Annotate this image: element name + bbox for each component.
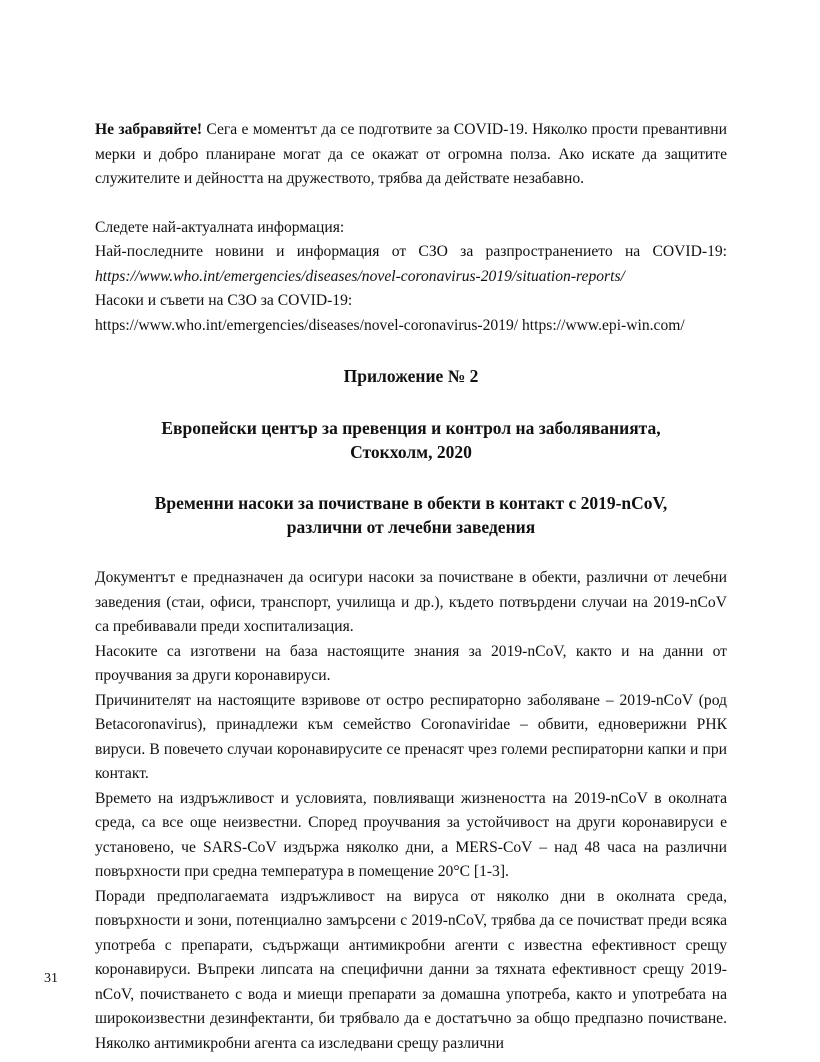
advice-label: Насоки и съвети на СЗО за COVID-19: xyxy=(95,292,353,309)
latest-news-link[interactable]: https://www.who.int/emergencies/diseases/novel-coronavirus-2019/situation-reports/ xyxy=(95,267,625,285)
reminder-text: Сега е моментът да се подготвите за COVID-19. Няколко прости превантивни мерки и добро планиране могат да се окажат от огромна полза. Ако искате да защитите служителите и дейността на дружеството, трябва да действате незабавно. xyxy=(95,121,727,187)
guidance-heading xyxy=(95,491,727,539)
guidance-heading-line-2: различни от лечебни заведения xyxy=(286,517,536,537)
organization-heading xyxy=(95,416,727,464)
page-number: 31 xyxy=(44,971,58,986)
body-paragraph: Поради предполагаемата издръжливост на вируса от няколко дни в околната среда, повърхности и зони, потенциално замърсени с 2019-nCoV, трябва да се почистват преди всяка употреба с препарати, съдържащи антимикробни агенти с известна ефективност срещу коронавируси. Въпреки липсата на специфични данни за тяхната ефективност срещу 2019-nCoV, почистването с вода и миещи препарати за домашна употреба, както и употребата на широкоизвестни дезинфектанти, би трябвало да е достатъчно за общо предпазно почистване. Няколко антимикробни агента са изследвани срещу различни xyxy=(95,887,727,1052)
body-paragraph: Времето на издръжливост и условията, повлияващи жизнеността на 2019-nCoV в околната среда, са все още неизвестни. Според проучвания за устойчивост на други коронавируси е установено, че SARS-CoV издържа няколко дни, а MERS-CoV – над 48 часа на различни повърхности при средна температура в помещение 20°C [1-3]. xyxy=(95,789,727,880)
body-paragraph: Причинителят на настоящите взривове от остро респираторно заболяване – 2019-nCoV (род Betacoronavirus), принадлежи към семейство Coronaviridae – обвити, едноверижни РНК вируси. В повечето случаи коронавирусите се пренасят чрез големи респираторни капки и при контакт. xyxy=(95,691,727,782)
organization-heading-line-2: Стокхолм, 2020 xyxy=(350,442,472,462)
document-page xyxy=(95,118,727,1056)
body-text xyxy=(95,566,727,1056)
body-paragraph: Документът е предназначен да осигури насоки за почистване в обекти, различни от лечебни заведения (стаи, офиси, транспорт, училища и др.), където потвърдени случаи на 2019-nCoV са пребивавали преди хоспитализация. xyxy=(95,569,727,635)
paragraph-gap xyxy=(95,192,727,216)
follow-label: Следете най-актуалната информация: xyxy=(95,218,345,236)
reminder-bold-lead: Не забравяйте! xyxy=(95,121,203,138)
reminder-paragraph xyxy=(95,118,727,192)
advice-links[interactable]: https://www.who.int/emergencies/diseases/novel-coronavirus-2019/ https://www.epi-win.com/ xyxy=(95,316,685,334)
appendix-title: Приложение № 2 xyxy=(343,366,479,386)
latest-news-text: Най-последните новини и информация от СЗО за разпространението на COVID-19: xyxy=(95,243,727,260)
body-paragraph: Насоките са изготвени на база настоящите знания за 2019-nCoV, както и на данни от проучвания за други коронавируси. xyxy=(95,642,727,684)
guidance-heading-line-1: Временни насоки за почистване в обекти в контакт с 2019-nCoV, xyxy=(154,493,668,513)
latest-news-line xyxy=(95,240,727,289)
organization-heading-line-1: Европейски център за превенция и контрол на заболяванията, xyxy=(161,418,661,438)
